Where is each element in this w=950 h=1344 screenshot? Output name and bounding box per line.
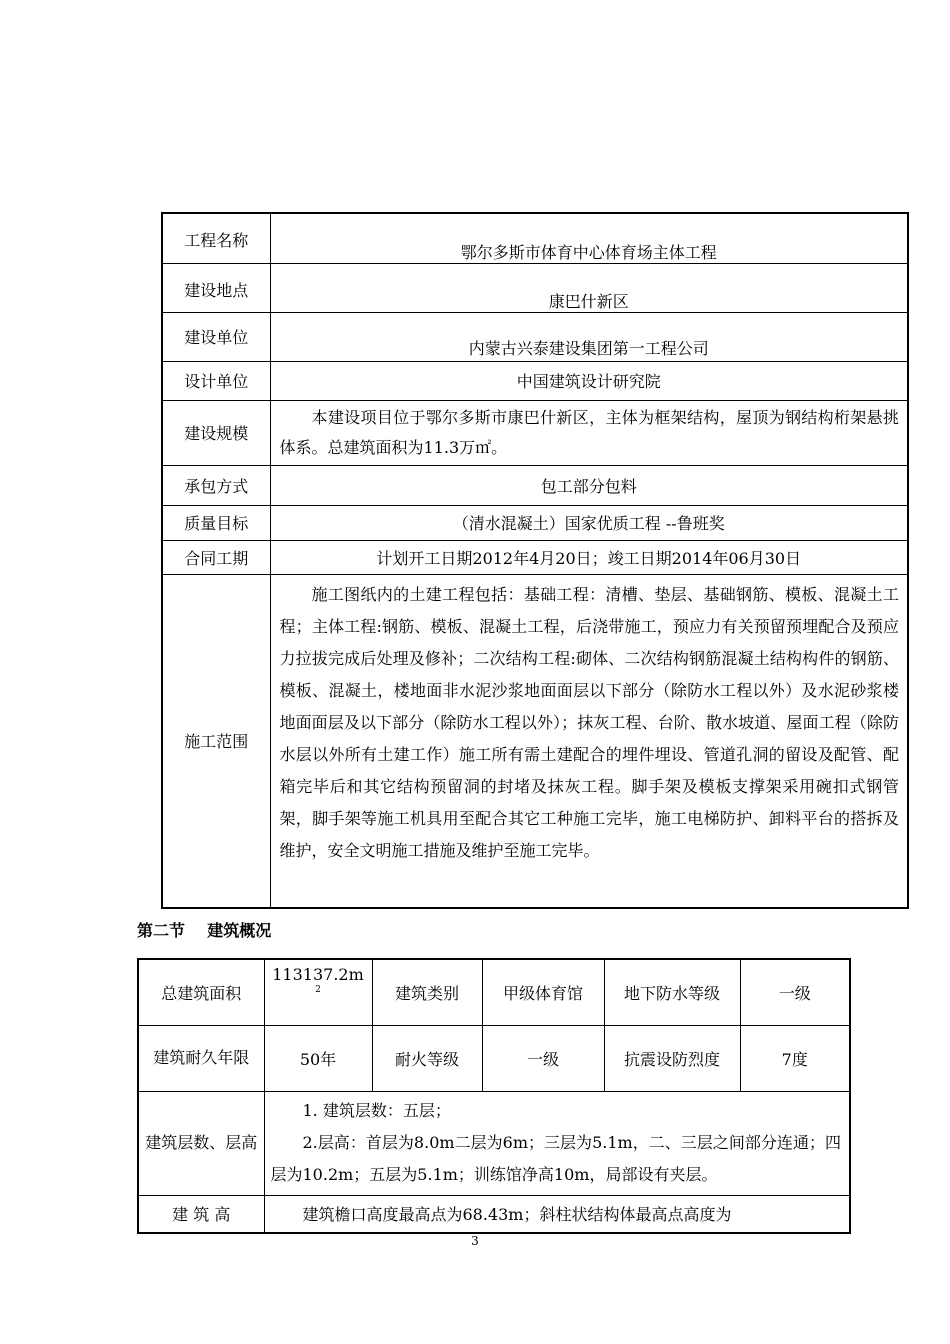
table-row bbox=[162, 465, 908, 505]
label-building-type: 建筑类别 bbox=[372, 959, 482, 1025]
label-floors: 建筑层数、层高 bbox=[138, 1091, 264, 1195]
table-row bbox=[138, 1091, 850, 1195]
label-scale: 建设规模 bbox=[162, 400, 270, 465]
value-seismic-intensity: 7度 bbox=[740, 1025, 850, 1091]
label-designer: 设计单位 bbox=[162, 361, 270, 400]
value-total-area bbox=[264, 959, 372, 1025]
value-construction-scope: 施工图纸内的土建工程包括：基础工程：清槽、垫层、基础钢筋、模板、混凝土工程；主体工程:钢筋、模板、混凝土工程，后浇带施工，预应力有关预留预埋配合及预应力拉拔完成后处理及修补；二次结构工程:砌体、二次结构钢筋混凝土结构构件的钢筋、模板、混凝土，楼地面非水泥沙浆地面面层以下部分（除防水工程以外）及水泥砂浆楼地面面层及以下部分（除防水工程以外）；抹灰工程、台阶、散水坡道、屋面工程（除防水层以外所有土建工作）施工所有需土建配合的埋件埋设、管道孔洞的留设及配管、配箱完毕后和其它结构预留洞的封堵及抹灰工程。脚手架及模板支撑架采用碗扣式钢管架，脚手架等施工机具用至配合其它工种施工完毕，施工电梯防护、卸料平台的搭拆及维护，安全文明施工措施及维护至施工完毕。 bbox=[270, 574, 908, 908]
label-waterproof-grade: 地下防水等级 bbox=[604, 959, 740, 1025]
label-fire-rating: 耐火等级 bbox=[372, 1025, 482, 1091]
project-info-table bbox=[161, 212, 909, 909]
value-fire-rating: 一级 bbox=[482, 1025, 604, 1091]
label-durability: 建筑耐久年限 bbox=[138, 1025, 264, 1091]
page-number: 3 bbox=[471, 1234, 479, 1248]
table-row bbox=[162, 540, 908, 574]
table-row bbox=[138, 1025, 850, 1091]
value-quality-goal: （清水混凝土）国家优质工程 --鲁班奖 bbox=[270, 505, 908, 540]
building-overview-table bbox=[137, 958, 851, 1234]
value-project-name: 鄂尔多斯市体育中心体育场主体工程 bbox=[270, 213, 908, 263]
value-contract-period: 计划开工日期2012年4月20日；竣工日期2014年06月30日 bbox=[270, 540, 908, 574]
value-floors bbox=[264, 1091, 850, 1195]
label-builder: 建设单位 bbox=[162, 312, 270, 361]
section-title: 第二节 建筑概况 bbox=[137, 921, 272, 940]
table-row bbox=[162, 400, 908, 465]
label-contract-period: 合同工期 bbox=[162, 540, 270, 574]
label-seismic-intensity: 抗震设防烈度 bbox=[604, 1025, 740, 1091]
floors-line-2: 2.层高：首层为8.0m二层为6m；三层为5.1m，二、三层之间部分连通；四层为10.2m；五层为5.1m；训练馆净高10m，局部设有夹层。 bbox=[270, 1133, 841, 1184]
table-row bbox=[162, 505, 908, 540]
table-row bbox=[162, 574, 908, 908]
total-area-superscript: 2 bbox=[315, 985, 321, 995]
value-location: 康巴什新区 bbox=[270, 263, 908, 312]
label-contract-mode: 承包方式 bbox=[162, 465, 270, 505]
value-waterproof-grade: 一级 bbox=[740, 959, 850, 1025]
table-row bbox=[162, 312, 908, 361]
table-row bbox=[138, 1195, 850, 1233]
value-scale: 本建设项目位于鄂尔多斯市康巴什新区，主体为框架结构，屋顶为钢结构桁架悬挑体系。总建筑面积为11.3万㎡。 bbox=[270, 400, 908, 465]
table-row bbox=[162, 263, 908, 312]
label-location: 建设地点 bbox=[162, 263, 270, 312]
floors-line-1: 1. 建筑层数：五层； bbox=[302, 1101, 451, 1120]
table-row bbox=[138, 959, 850, 1025]
table-row bbox=[162, 213, 908, 263]
total-area-number: 113137.2m bbox=[272, 965, 364, 984]
label-project-name: 工程名称 bbox=[162, 213, 270, 263]
value-building-type: 甲级体育馆 bbox=[482, 959, 604, 1025]
table-row bbox=[162, 361, 908, 400]
value-durability: 50年 bbox=[264, 1025, 372, 1091]
label-construction-scope: 施工范围 bbox=[162, 574, 270, 908]
value-contract-mode: 包工部分包料 bbox=[270, 465, 908, 505]
value-building-height: 建筑檐口高度最高点为68.43m；斜柱状结构体最高点高度为 bbox=[264, 1195, 850, 1233]
label-quality-goal: 质量目标 bbox=[162, 505, 270, 540]
value-designer: 中国建筑设计研究院 bbox=[270, 361, 908, 400]
value-builder: 内蒙古兴泰建设集团第一工程公司 bbox=[270, 312, 908, 361]
label-building-height: 建 筑 高 bbox=[138, 1195, 264, 1233]
label-total-area: 总建筑面积 bbox=[138, 959, 264, 1025]
